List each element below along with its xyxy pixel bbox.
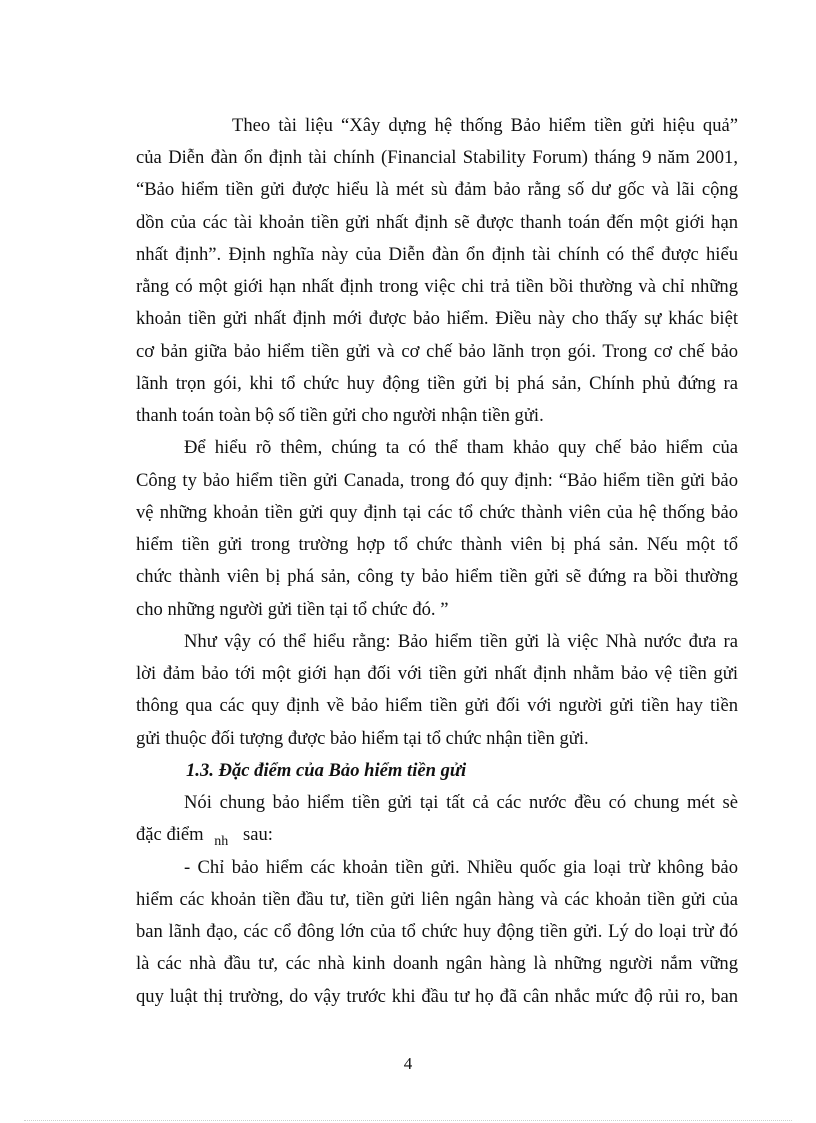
paragraph-2-line: vệ những khoản tiền gửi quy định tại các tổ chức thành viên của hệ thống bảo: [136, 502, 738, 523]
page-bottom-divider: [24, 1120, 792, 1121]
paragraph-1-line: thanh toán toàn bộ số tiền gửi cho người nhận tiền gửi.: [136, 405, 544, 426]
intro-subscript-fragment: nh: [214, 834, 229, 849]
paragraph-1-line: lãnh trọn gói, khi tổ chức huy động tiền gửi bị phá sản, Chính phủ đứng ra: [136, 373, 738, 394]
paragraph-1-line: cơ bản giữa bảo hiểm tiền gửi và cơ chế bảo lãnh trọn gói. Trong cơ chế bảo: [136, 341, 738, 362]
intro-text-end: sau:: [242, 824, 273, 845]
page-number: 4: [403, 1054, 413, 1073]
paragraph-2-line: chức thành viên bị phá sản, công ty bảo hiểm tiền gửi sẽ đứng ra bồi thường: [136, 566, 738, 587]
paragraph-1-line: khoản tiền gửi nhất định mới được bảo hiểm. Điều này cho thấy sự khác biệt: [136, 308, 738, 329]
paragraph-1-line: dồn của các tài khoản tiền gửi nhất định sẽ được thanh toán đến một giới hạn: [136, 212, 738, 233]
section-heading: 1.3. Đặc điểm của Bảo hiểm tiền gửi: [186, 760, 467, 781]
paragraph-1-line: “Bảo hiểm tiền gửi được hiểu là mét sù đảm bảo rằng số dư gốc và lãi cộng: [136, 179, 738, 200]
intro-text-start: đặc điểm: [136, 824, 204, 845]
paragraph-3-line: lời đảm bảo tới một giới hạn đối với tiền gửi nhất định nhằm bảo vệ tiền gửi: [136, 663, 738, 684]
paragraph-3-line: thông qua các quy định về bảo hiểm tiền gửi đối với người gửi tiền hay tiền: [136, 695, 738, 716]
bullet-line: - Chỉ bảo hiểm các khoản tiền gửi. Nhiều quốc gia loại trừ không bảo: [184, 857, 738, 878]
paragraph-3-line: gửi thuộc đối tượng được bảo hiểm tại tổ chức nhận tiền gửi.: [136, 728, 589, 749]
bullet-line: hiểm các khoản tiền đầu tư, tiền gửi liên ngân hàng và các khoản tiền gửi của: [136, 889, 738, 910]
intro-line-2: [136, 823, 738, 849]
paragraph-1-line: của Diễn đàn ổn định tài chính (Financial Stability Forum) tháng 9 năm 2001,: [136, 147, 738, 168]
paragraph-3-line: Như vậy có thể hiểu rằng: Bảo hiểm tiền gửi là việc Nhà nước đưa ra: [184, 631, 738, 652]
paragraph-2-line: Để hiểu rõ thêm, chúng ta có thể tham khảo quy chế bảo hiểm của: [184, 437, 738, 458]
paragraph-1-line: Theo tài liệu “Xây dựng hệ thống Bảo hiểm tiền gửi hiệu quả”: [232, 115, 738, 136]
bullet-line: ban lãnh đạo, các cổ đông lớn của tổ chức huy động tiền gửi. Lý do loại trừ đó: [136, 921, 738, 942]
paragraph-2-line: Công ty bảo hiểm tiền gửi Canada, trong đó quy định: “Bảo hiểm tiền gửi bảo: [136, 470, 738, 491]
paragraph-2-line: cho những người gửi tiền tại tổ chức đó. ”: [136, 599, 449, 620]
paragraph-1-line: rằng có một giới hạn nhất định trong việc chi trả tiền bồi thường và chỉ những: [136, 276, 738, 297]
bullet-line: quy luật thị trường, do vậy trước khi đầu tư họ đã cân nhắc mức độ rủi ro, ban: [136, 986, 738, 1007]
paragraph-2-line: hiểm tiền gửi trong trường hợp tổ chức thành viên bị phá sản. Nếu một tổ: [136, 534, 738, 555]
bullet-line: là các nhà đầu tư, các nhà kinh doanh ngân hàng là những người nắm vững: [136, 953, 738, 974]
intro-line: Nói chung bảo hiểm tiền gửi tại tất cả các nước đều có chung mét sè: [184, 792, 738, 813]
paragraph-1-line: nhất định”. Định nghĩa này của Diễn đàn ổn định tài chính có thể được hiểu: [136, 244, 738, 265]
